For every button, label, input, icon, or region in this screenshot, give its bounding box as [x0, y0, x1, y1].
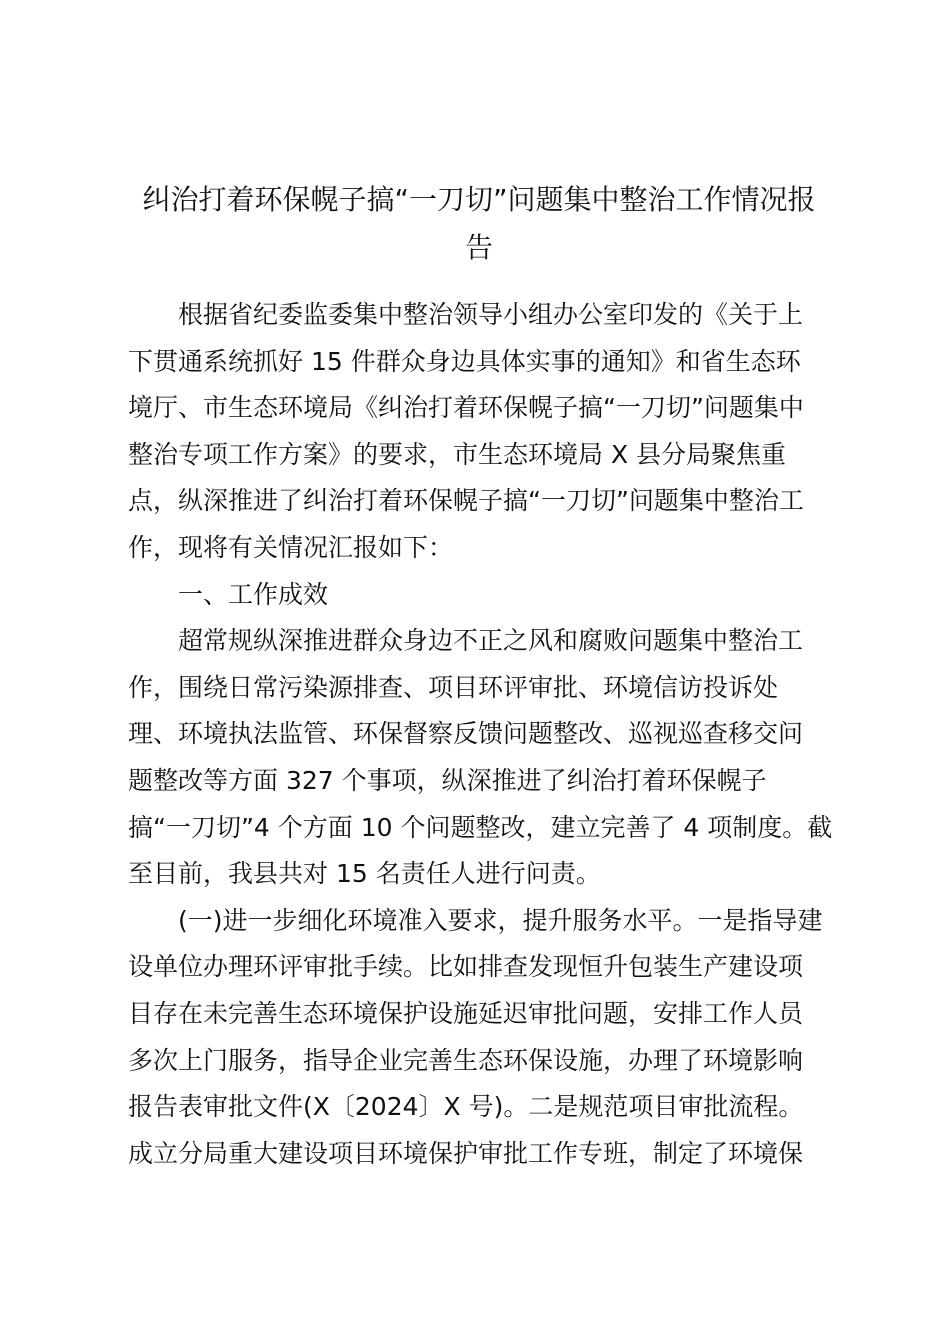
text-line: 目存在未完善生态环境保护设施延迟审批问题，安排工作人员 — [128, 998, 804, 1028]
text-line: 整治专项工作方案》的要求，市生态环境局 X 县分局聚焦重 — [128, 439, 787, 469]
title-line: 纠治打着环保幌子搞“一刀切”问题集中整治工作情况报 — [142, 183, 816, 216]
document-body — [128, 292, 833, 1177]
text-line: 至目前，我县共对 15 名责任人进行问责。 — [128, 859, 601, 889]
document-title — [128, 176, 830, 272]
text-line: 理、环境执法监管、环保督察反馈问题整改、巡视巡查移交问 — [128, 719, 804, 749]
text-line: 搞“一刀切”4 个方面 10 个问题整改，建立完善了 4 项制度。截 — [128, 812, 833, 842]
text-line: 多次上门服务，指导企业完善生态环保设施，办理了环境影响 — [128, 1045, 804, 1075]
text-line: 成立分局重大建设项目环境保护审批工作专班，制定了环境保 — [128, 1138, 804, 1168]
section-heading — [128, 572, 830, 619]
text-line: 题整改等方面 327 个事项，纵深推进了纠治打着环保幌子 — [128, 765, 767, 795]
text-line: 作，围绕日常污染源排查、项目环评审批、环境信访投诉处 — [128, 672, 779, 702]
document-page — [128, 176, 833, 1177]
title-line: 告 — [464, 231, 493, 264]
text-line: 报告表审批文件(X〔2024〕X 号)。二是规范项目审批流程。 — [128, 1092, 804, 1122]
text-line: 境厅、市生态环境局《纠治打着环保幌子搞“一刀切”问题集中 — [128, 393, 804, 423]
paragraph-subsection-1 — [128, 898, 830, 1178]
text-line: 下贯通系统抓好 15 件群众身边具体实事的通知》和省生态环 — [128, 346, 801, 376]
text-line: 点，纵深推进了纠治打着环保幌子搞“一刀切”问题集中整治工 — [128, 486, 804, 516]
text-line: 一、工作成效 — [178, 579, 329, 609]
paragraph-intro — [128, 292, 830, 572]
text-line: 作，现将有关情况汇报如下： — [128, 532, 454, 562]
text-line: (一)进一步细化环境准入要求，提升服务水平。一是指导建 — [178, 905, 823, 935]
paragraph-results — [128, 618, 833, 898]
text-line: 超常规纵深推进群众身边不正之风和腐败问题集中整治工 — [178, 626, 804, 656]
text-line: 根据省纪委监委集中整治领导小组办公室印发的《关于上 — [178, 300, 804, 329]
text-line: 设单位办理环评审批手续。比如排查发现恒升包装生产建设项 — [128, 952, 804, 982]
